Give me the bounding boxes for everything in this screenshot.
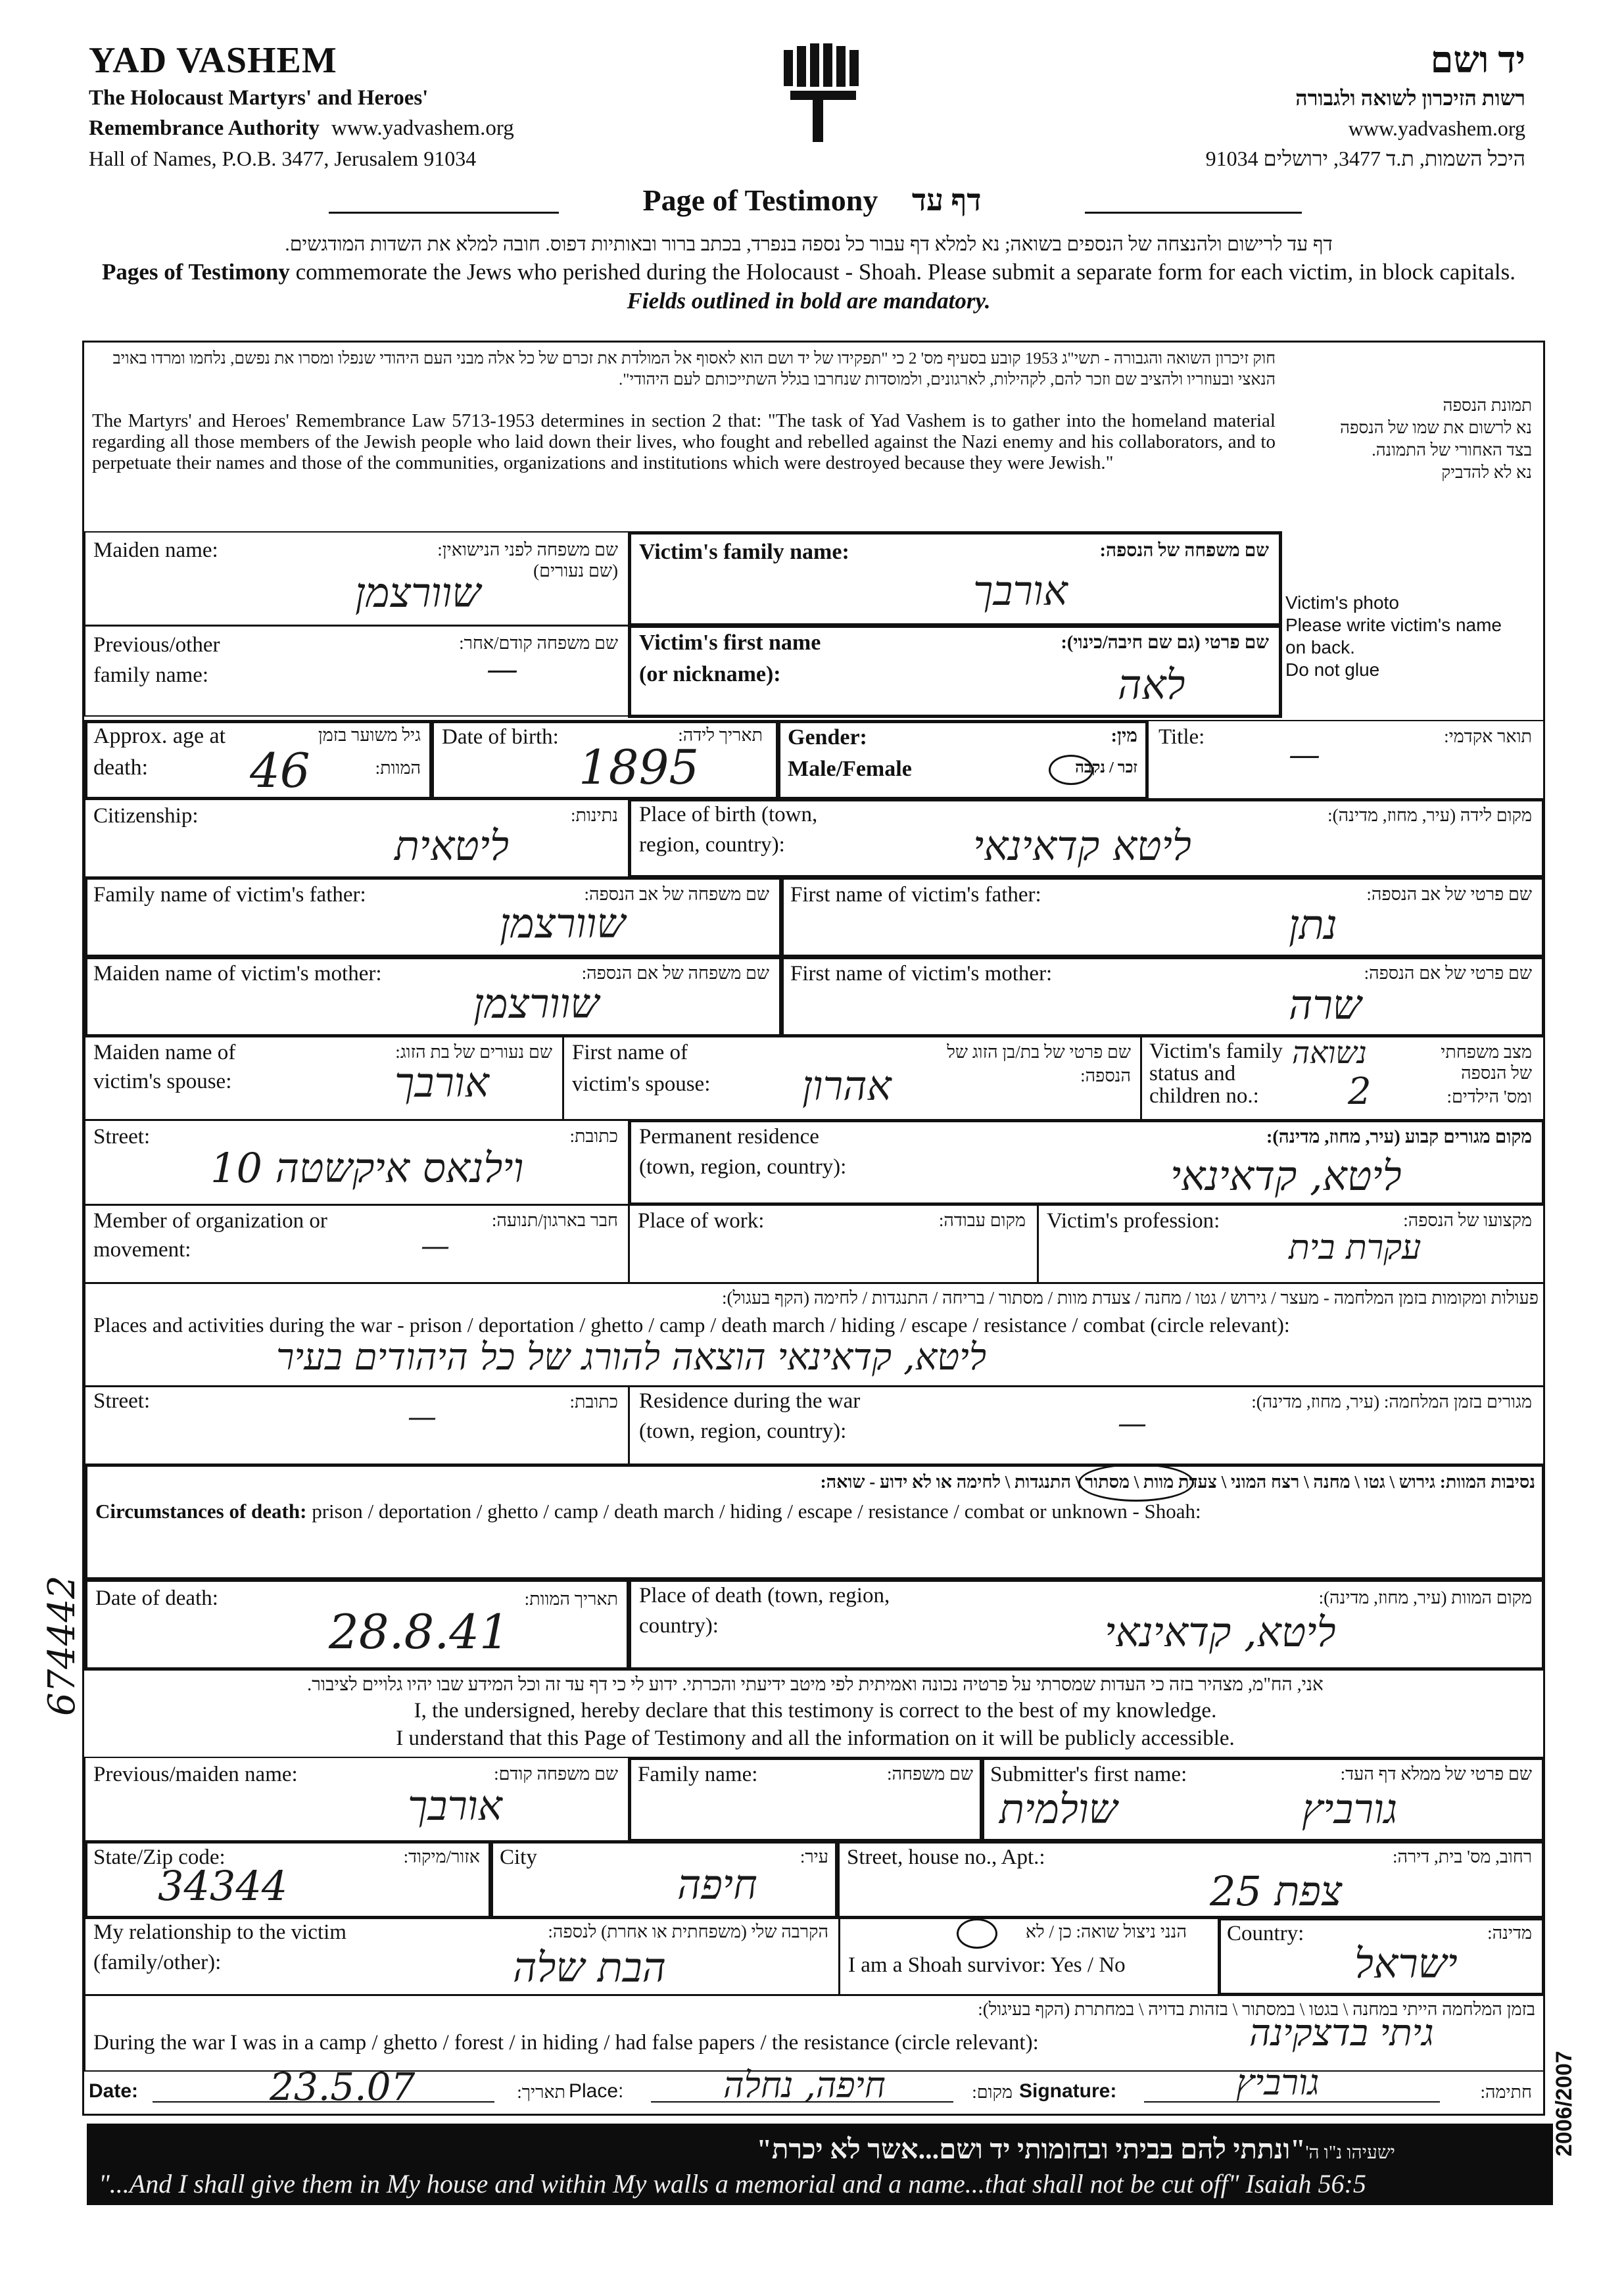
photo-en-l3: on back. xyxy=(1285,637,1355,657)
citizenship-label-he: נתינות: xyxy=(571,805,618,825)
yad-vashem-logo-icon xyxy=(777,43,869,142)
status-label-he2: של הנספה xyxy=(1461,1063,1532,1083)
gender-circle-mark xyxy=(1049,755,1093,785)
age-value: 46 xyxy=(250,743,310,798)
wartime-location-label: During the war I was in a camp / ghetto / forest / in hiding / had false papers / the resistance (circle relevant): xyxy=(93,2031,1039,2055)
submitter-first-label: Submitter's first name: xyxy=(990,1763,1187,1786)
maiden-name-label-he: שם משפחה לפני הנישואין: xyxy=(437,540,618,559)
footer-quote-en: "...And I shall give them in My house and within My walls a memorial and a name...that shall not be cut off" Isaiah 56:5 xyxy=(99,2169,1366,2199)
father-first-label-he: שם פרטי של אב הנספה: xyxy=(1366,884,1532,904)
maiden-name-label: Maiden name: xyxy=(93,538,218,562)
circumstances-label-he: נסיבות המוות: גירוש \ גטו \ מחנה \ רצח המוני \ צעדת מוות \ מסתור \ התנגדות \ לחימה או לא ידוע - שואה: xyxy=(820,1472,1535,1492)
dod-label-he: תאריך המוות: xyxy=(524,1589,618,1609)
photo-en-l1: Victim's photo xyxy=(1285,592,1399,613)
perm-res-label-2: (town, region, country): xyxy=(639,1155,847,1179)
maiden-name-label-he2: (שם נעורים) xyxy=(533,561,618,581)
spouse-first-label-2: victim's spouse: xyxy=(572,1072,711,1096)
submitter-family-label-he: שם משפחה: xyxy=(887,1764,973,1784)
photo-he-l3: בצד האחורי של התמונה. xyxy=(1372,440,1532,460)
pob-value: ליטא קדאינאי xyxy=(973,822,1191,870)
org-line2-en: Remembrance Authority xyxy=(89,116,320,140)
country-label-he: מדינה: xyxy=(1487,1923,1532,1943)
handwritten-margin-id: 674442 xyxy=(41,1575,84,1716)
side-form-number: 2006/2007 xyxy=(1552,2051,1577,2156)
gender-label-1: Gender: xyxy=(788,725,867,749)
signature-label-he: חתימה: xyxy=(1480,2082,1532,2102)
city-label: City xyxy=(500,1845,537,1869)
place-label: Place: xyxy=(569,2080,624,2102)
status-label-1: Victim's family xyxy=(1149,1039,1283,1063)
photo-instructions-en xyxy=(1285,592,1535,681)
work-label: Place of work: xyxy=(638,1209,765,1233)
status-label-3: children no.: xyxy=(1149,1084,1259,1108)
spouse-maiden-label-he: שם נעורים של בת הזוג: xyxy=(395,1042,552,1062)
war-res-label-he: מגורים בזמן המלחמה: (עיר, מחוז, מדינה): xyxy=(1251,1392,1532,1412)
street-value: וילנאס איקשטה 10 xyxy=(210,1144,524,1192)
dod-value: 28.8.41 xyxy=(329,1604,510,1659)
war-street-label: Street: xyxy=(93,1389,151,1413)
spouse-first-value: אהרון xyxy=(802,1062,892,1110)
pod-label-1: Place of death (town, region, xyxy=(639,1584,890,1607)
survivor-label: I am a Shoah survivor: Yes / No xyxy=(848,1953,1126,1977)
survivor-label-he: הנני ניצול שואה: כן / לא xyxy=(1025,1922,1187,1941)
submitter-first-value: שולמית xyxy=(999,1785,1118,1833)
pod-value: ליטא, קדאינאי xyxy=(1105,1608,1336,1656)
org-line1-en: The Holocaust Martyrs' and Heroes' xyxy=(89,86,429,110)
prev-name-label-2: family name: xyxy=(93,663,209,687)
victim-family-name-value: אורבך xyxy=(973,567,1068,615)
org-address-en: Hall of Names, P.O.B. 3477, Jerusalem 91034 xyxy=(89,147,477,170)
war-street-value: — xyxy=(408,1400,437,1434)
father-family-value: שוורצמן xyxy=(500,899,626,947)
intro-hebrew: דף עד לרישום ולהנצחה של הנספים בשואה; נא למלא דף עבור כל נספה בנפרד, בכתב ברור ובאותיות דפוס. חובה למלא את השדות המודגשים. xyxy=(285,233,1333,255)
citizenship-label: Citizenship: xyxy=(93,804,199,828)
father-first-label: First name of victim's father: xyxy=(790,883,1041,907)
relationship-label-2: (family/other): xyxy=(93,1951,222,1974)
footer-ref-he: ישעיהו נ"ו ה' xyxy=(1305,2143,1395,2163)
gender-label-he2: זכר / נקבה xyxy=(1075,759,1137,776)
declaration-en2: I understand that this Page of Testimony and all the information on it will be publicly accessible. xyxy=(396,1726,1235,1750)
dod-label: Date of death: xyxy=(95,1586,218,1610)
relationship-label-he: הקרבה שלי (משפחתית או אחרת) לנספה: xyxy=(548,1922,828,1941)
dob-label: Date of birth: xyxy=(442,725,559,749)
wartime-location-value: גיתי בדצקינה xyxy=(1249,2012,1434,2055)
header-hebrew xyxy=(1206,38,1525,174)
survivor-no-circle-mark xyxy=(957,1918,997,1949)
page-title xyxy=(0,183,1624,218)
gender-label-he1: מין: xyxy=(1111,726,1137,746)
address-label: Street, house no., Apt.: xyxy=(847,1845,1045,1869)
submitter-prev-label: Previous/maiden name: xyxy=(93,1763,298,1786)
maiden-name-value: שוורצמן xyxy=(355,569,481,617)
father-first-value: נתן xyxy=(1289,901,1337,949)
country-value: ישראל xyxy=(1354,1939,1458,1987)
photo-he-l2: נא לרשום את שמו של הנספה xyxy=(1339,418,1532,437)
pob-label-he: מקום לידה (עיר, מחוז, מדינה): xyxy=(1327,805,1532,825)
signature-label: Signature: xyxy=(1019,2080,1117,2102)
mother-first-label: First name of victim's mother: xyxy=(790,962,1053,986)
org-label-he: חבר בארגון/תנועה: xyxy=(491,1210,618,1230)
age-label-he2: המוות: xyxy=(375,758,421,778)
submitter-first-label-he: שם פרטי של ממלא דף העד: xyxy=(1340,1764,1532,1784)
street-label: Street: xyxy=(93,1125,151,1149)
prev-name-value: — xyxy=(487,651,518,688)
submitter-prev-value: אורבך xyxy=(408,1782,502,1830)
dob-label-he: תאריך לידה: xyxy=(678,725,763,745)
country-label: Country: xyxy=(1227,1922,1304,1945)
work-label-he: מקום עבודה: xyxy=(938,1210,1026,1230)
title-value: — xyxy=(1289,736,1320,773)
gender-label-2: Male/Female xyxy=(788,757,912,781)
org-line1-he: רשות הזיכרון לשואה ולגבורה xyxy=(1295,86,1525,110)
circumstances-label-rest: prison / deportation / ghetto / camp / death march / hiding / escape / resistance / combat or unknown - Shoah: xyxy=(306,1500,1201,1523)
photo-he-l4: נא לא להדביק xyxy=(1441,463,1532,482)
mother-maiden-label-he: שם משפחה של אם הנספה: xyxy=(581,963,769,983)
submitter-surname-value: גורביץ xyxy=(1302,1785,1398,1833)
place-label-he: מקום: xyxy=(972,2082,1013,2102)
perm-res-label-he: מקום מגורים קבוע (עיר, מחוז, מדינה): xyxy=(1266,1127,1532,1147)
victim-first-name-label-1: Victim's first name xyxy=(639,630,821,655)
law-text-he: חוק זיכרון השואה והגבורה - תשי"ג 1953 קובע בסעיף מס' 2 כי "תפקידו של יד ושם הוא לאסוף אל המולדת את זכרם של כל אלה מבני העם היהודי שנפלו ומסרו את נפשם, נלחמו ומרדו באויב הנאצי ובעוזריו ולהציב שם וזכר להם, לקהילות, לארגונים, ולמוסדות שנחרבו בגלל השתייכותם לעם היהודי". xyxy=(112,350,1276,389)
spouse-maiden-label-1: Maiden name of xyxy=(93,1041,236,1064)
war-res-label-1: Residence during the war xyxy=(639,1389,861,1413)
prev-name-label-he: שם משפחה קודם/אחר: xyxy=(459,633,618,653)
father-family-label: Family name of victim's father: xyxy=(93,883,366,907)
street-label-he: כתובת: xyxy=(569,1126,618,1146)
address-value: צפת 25 xyxy=(1210,1867,1343,1915)
org-value: — xyxy=(421,1229,450,1263)
war-activities-value: ליטא, קדאינאי הוצאה להורג של כל היהודים בעיר xyxy=(276,1336,987,1379)
status-label-2: status and xyxy=(1149,1062,1236,1085)
org-label-1: Member of organization or xyxy=(93,1209,327,1233)
zip-value: 34344 xyxy=(158,1862,288,1910)
spouse-first-label-he2: הנספה: xyxy=(1080,1066,1131,1085)
perm-res-value: ליטא, קדאינאי xyxy=(1170,1152,1402,1200)
age-label-1: Approx. age at xyxy=(93,724,226,748)
victim-first-name-label-he: שם פרטי (גם שם חיבה/כינוי): xyxy=(1061,632,1269,653)
mother-maiden-label: Maiden name of victim's mother: xyxy=(93,962,382,986)
pod-label-he: מקום המוות (עיר, מחוז, מדינה): xyxy=(1318,1588,1532,1607)
relationship-value: הבת שלה xyxy=(513,1943,666,1991)
mass-murder-circle-mark xyxy=(1078,1463,1194,1502)
org-url-he: www.yadvashem.org xyxy=(1348,116,1525,140)
war-res-value: — xyxy=(1118,1407,1147,1440)
org-address-he: היכל השמות, ת.ד 3477, ירושלים 91034 xyxy=(1205,147,1525,170)
date-label-he: תאריך: xyxy=(517,2082,565,2102)
org-label-2: movement: xyxy=(93,1238,191,1262)
perm-res-label-1: Permanent residence xyxy=(639,1125,819,1149)
date-value[interactable]: 23.5.07 xyxy=(270,2064,416,2109)
wartime-location-label-he: בזמן המלחמה הייתי במחנה \ בגטו \ במסתור \ בזהות בדויה \ במחתרת (הקף בעיגול): xyxy=(978,1999,1535,2019)
relationship-label-1: My relationship to the victim xyxy=(93,1920,346,1944)
father-family-label-he: שם משפחה של אב הנספה: xyxy=(584,884,769,904)
intro-en-italic: Fields outlined in bold are mandatory. xyxy=(627,288,991,314)
footer-quote-he-text: "ונתתי להם בביתי ובחומותי יד ושם...אשר לא יכרת" xyxy=(756,2135,1306,2165)
war-activities-label: Places and activities during the war - prison / deportation / ghetto / camp / death march / hiding / escape / resistance / combat (circle relevant): xyxy=(93,1313,1290,1337)
prev-name-label-1: Previous/other xyxy=(93,633,220,657)
children-value: 2 xyxy=(1348,1070,1372,1113)
title-label: Title: xyxy=(1158,725,1205,749)
submitter-prev-label-he: שם משפחה קודם: xyxy=(494,1764,618,1784)
profession-value: עקרת בית xyxy=(1289,1228,1421,1268)
war-street-label-he: כתובת: xyxy=(569,1392,618,1412)
page-title-en: Page of Testimony xyxy=(642,183,878,217)
date-label: Date: xyxy=(89,2080,139,2102)
title-label-he: תואר אקדמי: xyxy=(1444,726,1532,746)
spouse-maiden-value: אורבך xyxy=(394,1059,489,1106)
zip-label-he: אזור/מיקוד: xyxy=(403,1847,480,1867)
status-label-he1: מצב משפחתי xyxy=(1441,1042,1532,1062)
zip-label: State/Zip code: xyxy=(93,1845,226,1869)
footer-quote-he xyxy=(757,2134,1435,2166)
photo-en-l4: Do not glue xyxy=(1285,659,1380,680)
circumstances-label-bold: Circumstances of death: xyxy=(95,1500,307,1523)
pob-label-1: Place of birth (town, xyxy=(639,803,818,826)
photo-instructions-he xyxy=(1289,394,1532,484)
intro-english xyxy=(92,258,1525,316)
mother-first-value: שרה xyxy=(1289,981,1362,1029)
place-value[interactable]: חיפה, נחלה xyxy=(723,2064,886,2106)
spouse-first-label-1: First name of xyxy=(572,1041,688,1064)
victim-family-name-label: Victim's family name: xyxy=(639,540,849,564)
victim-first-name-label-2: (or nickname): xyxy=(639,662,781,686)
signature-value[interactable]: גורביץ xyxy=(1236,2062,1320,2103)
photo-en-l2: Please write victim's name xyxy=(1285,615,1502,635)
org-url-en: www.yadvashem.org xyxy=(331,116,514,140)
citizenship-value: ליטאית xyxy=(394,822,509,870)
victim-family-name-label-he: שם משפחה של הנספה: xyxy=(1099,540,1269,561)
declaration xyxy=(92,1673,1539,1752)
status-value: נשואה xyxy=(1292,1035,1367,1070)
war-res-label-2: (town, region, country): xyxy=(639,1419,847,1443)
profession-label-he: מקצועו של הנספה: xyxy=(1403,1210,1532,1230)
age-label-2: death: xyxy=(93,755,149,780)
city-label-he: עיר: xyxy=(800,1847,828,1867)
dob-value: 1895 xyxy=(579,740,700,795)
age-label-he1: גיל משוער בזמן xyxy=(318,725,421,745)
submitter-family-label: Family name: xyxy=(638,1763,758,1786)
spouse-first-label-he1: שם פרטי של בת/בן הזוג של xyxy=(947,1042,1131,1062)
pob-label-2: region, country): xyxy=(639,833,785,857)
intro-en-bold: Pages of Testimony xyxy=(101,259,290,285)
circumstances-label xyxy=(95,1499,1201,1524)
photo-he-l1: תמונת הנספה xyxy=(1443,396,1532,415)
profession-label: Victim's profession: xyxy=(1047,1209,1220,1233)
address-label-he: רחוב, מס' בית, דירה: xyxy=(1392,1847,1532,1867)
victim-first-name-value: לאה xyxy=(1118,661,1185,709)
status-label-he3: ומס' הילדים: xyxy=(1446,1087,1532,1106)
mother-maiden-value: שוורצמן xyxy=(473,980,600,1028)
header-english xyxy=(89,38,514,174)
spouse-maiden-label-2: victim's spouse: xyxy=(93,1070,232,1093)
footer-banner xyxy=(87,2124,1553,2205)
law-text-en: The Martyrs' and Heroes' Remembrance Law 5713-1953 determines in section 2 that: "The task of Yad Vashem is to gather into the homeland material regarding all those members of the Jewish people who laid down their lives, who fought and rebelled against the Nazi enemy and his collaborators, and to perpetuate their names and those of the communities, organizations and institutions which were destroyed because they were Jewish." xyxy=(92,410,1276,473)
declaration-he: אני, הח"מ, מצהיר בזה כי העדות שמסרתי על פרטיה נכונה ואמיתית לפי מיטב ידיעתי והכרתי. ידוע לי כי דף עד זה וכל המידע שבו יהיו גלויים לציבור. xyxy=(307,1675,1324,1695)
org-name-en: YAD VASHEM xyxy=(89,40,337,81)
war-activities-label-he: פעולות ומקומות בזמן המלחמה - מעצר / גירוש / גטו / מחנה / צעדת מוות / מסתור / בריחה / התנגדות / לחימה (הקף בעגול): xyxy=(722,1288,1539,1308)
mother-first-label-he: שם פרטי של אם הנספה: xyxy=(1364,963,1532,983)
law-text xyxy=(92,348,1276,473)
pod-label-2: country): xyxy=(639,1614,719,1638)
intro-en-rest: commemorate the Jews who perished during the Holocaust - Shoah. Please submit a separate form for each victim, in block capitals. xyxy=(289,259,1516,285)
city-value: חיפה xyxy=(677,1861,757,1909)
org-name-he: יד ושם xyxy=(1430,40,1525,81)
page-title-he: דף עד xyxy=(911,183,982,217)
declaration-en1: I, the undersigned, hereby declare that this testimony is correct to the best of my knowledge. xyxy=(414,1699,1217,1723)
